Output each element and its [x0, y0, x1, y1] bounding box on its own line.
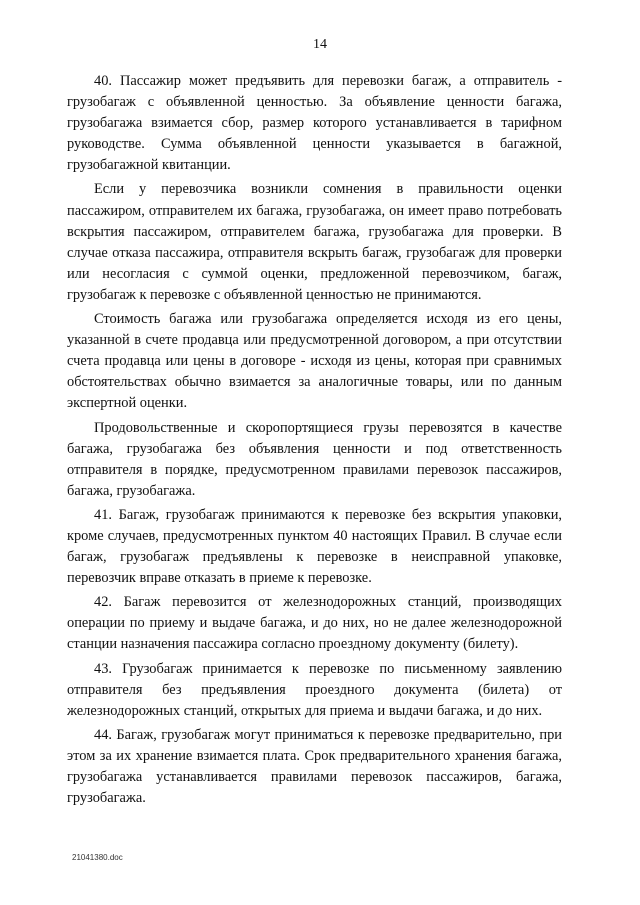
paragraph-40: 40. Пассажир может предъявить для перевозки багаж, а отправитель - грузобагаж с объявленной ценностью. За объявление ценности багажа, грузобагажа взимается сбор, размер которого устанавливается в тарифном руководстве. Сумма объявленной ценности указывается в багажной, грузобагажной квитанции. — [67, 73, 562, 174]
paragraph-44: 44. Багаж, грузобагаж могут приниматься к перевозке предварительно, при этом за их хранение взимается плата. Срок предварительного хранения багажа, грузобагажа устанавливается правилами перевозок пассажиров, багажа, грузобагажа. — [67, 726, 562, 807]
paragraph-valuation-cost: Стоимость багажа или грузобагажа определяется исходя из его цены, указанной в счете продавца или предусмотренной договором, а при отсутствии счета продавца или цены в договоре - исходя из цены, которая при сравнимых обстоятельствах обычно взимается за аналогичные товары, или по данным экспертной оценки. — [67, 311, 562, 412]
paragraph-perishables: Продовольственные и скоропортящиеся грузы перевозятся в качестве багажа, грузобагажа без объявления ценности и под ответственность отправителя в порядке, предусмотренном правилами перевозок пассажиров, багажа, грузобагажа. — [67, 419, 562, 499]
paragraph-valuation-doubts: Если у перевозчика возникли сомнения в правильности оценки пассажиром, отправителем их багажа, грузобагажа, он имеет право потребовать вскрытия пассажиром, отправителем багажа, грузобагажа для проверки. В случае отказа пассажира, отправителя вскрыть багаж, грузобагаж для проверки или несогласия с суммой оценки, предложенной перевозчиком, багаж, грузобагаж к перевозке с объявленной ценностью не принимаются. — [67, 181, 562, 303]
paragraph-42: 42. Багаж перевозится от железнодорожных станций, производящих операции по приему и выдаче багажа, и до них, но не далее железнодорожной станции назначения пассажира согласно проездному документу (билету). — [67, 594, 562, 653]
page-number: 14 — [313, 37, 327, 52]
footer-filename: 21041380.doc — [72, 853, 123, 862]
document-body — [67, 71, 562, 809]
paragraph-43: 43. Грузобагаж принимается к перевозке по письменному заявлению отправителя без предъявления проездного документа (билета) от железнодорожных станций, открытых для приема и выдачи багажа, и до них. — [67, 660, 562, 719]
paragraph-41: 41. Багаж, грузобагаж принимаются к перевозке без вскрытия упаковки, кроме случаев, предусмотренных пунктом 40 настоящих Правил. В случае если багаж, грузобагаж предъявлены к перевозке в неисправной упаковке, перевозчик вправе отказать в приеме к перевозке. — [67, 506, 562, 587]
